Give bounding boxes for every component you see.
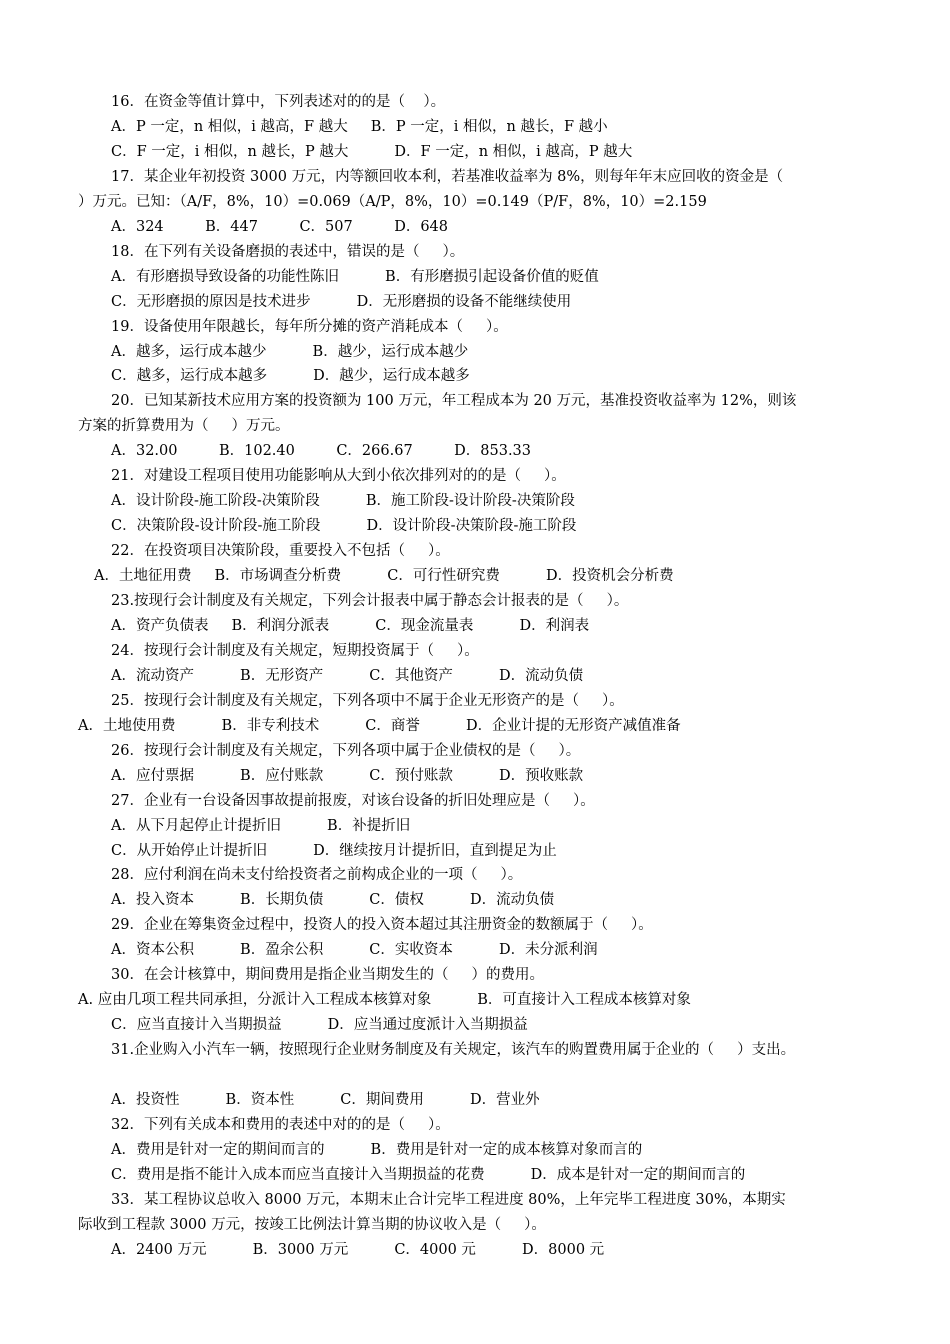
- text-line: A．越多，运行成本越少 B．越少，运行成本越少: [111, 344, 469, 360]
- text-line: A．费用是针对一定的期间而言的 B．费用是针对一定的成本核算对象而言的: [111, 1142, 643, 1158]
- text-line: A. 应由几项工程共同承担，分派计入工程成本核算对象 B．可直接计入工程成本核算对象: [78, 992, 691, 1008]
- text-line: 33．某工程协议总收入 8000 万元，本期末止合计完毕工程进度 80%，上年完毕工程进度 30%，本期实: [111, 1192, 786, 1208]
- text-line: 30．在会计核算中，期间费用是指企业当期发生的（ ）的费用。: [111, 967, 544, 983]
- text-line: A．投入资本 B．长期负债 C．债权 D．流动负债: [111, 892, 555, 908]
- text-line: 27．企业有一台设备因事故提前报废，对该台设备的折旧处理应是（ ）。: [111, 793, 595, 809]
- text-line: 22．在投资项目决策阶段，重要投入不包括（ ）。: [111, 543, 450, 559]
- text-line: A．设计阶段-施工阶段-决策阶段 B．施工阶段-设计阶段-决策阶段: [111, 493, 575, 509]
- text-line: 20．已知某新技术应用方案的投资额为 100 万元，年工程成本为 20 万元，基准投资收益率为 12%，则该: [111, 393, 797, 409]
- text-line: A．有形磨损导致设备的功能性陈旧 B．有形磨损引起设备价值的贬值: [111, 269, 599, 285]
- text-line: A．2400 万元 B．3000 万元 C．4000 元 D．8000 元: [111, 1242, 605, 1258]
- text-line: 16．在资金等值计算中，下列表述对的的是（ ）。: [111, 94, 446, 110]
- text-line: 方案的折算费用为（ ）万元。: [78, 418, 290, 434]
- text-line: A．资本公积 B．盈余公积 C．实收资本 D．未分派利润: [111, 942, 598, 958]
- text-line: A．资产负债表 B．利润分派表 C．现金流量表 D．利润表: [111, 618, 590, 634]
- text-line: C．应当直接计入当期损益 D．应当通过度派计入当期损益: [111, 1017, 528, 1033]
- text-line: C．无形磨损的原因是技术进步 D．无形磨损的设备不能继续使用: [111, 294, 572, 310]
- text-line: A．从下月起停止计提折旧 B．补提折旧: [111, 818, 411, 834]
- text-line: 24．按现行会计制度及有关规定，短期投资属于（ ）。: [111, 643, 479, 659]
- text-line: 23.按现行会计制度及有关规定，下列会计报表中属于静态会计报表的是（ ）。: [111, 593, 629, 609]
- text-line: 26．按现行会计制度及有关规定，下列各项中属于企业债权的是（ ）。: [111, 743, 581, 759]
- text-line: C．F 一定，i 相似，n 越长，P 越大 D．F 一定，n 相似，i 越高，P 越大: [111, 144, 633, 160]
- text-line: A．投资性 B．资本性 C．期间费用 D．营业外: [111, 1092, 540, 1108]
- text-line: 32．下列有关成本和费用的表述中对的的是（ ）。: [111, 1117, 450, 1133]
- text-line: 31.企业购入小汽车一辆，按照现行企业财务制度及有关规定，该汽车的购置费用属于企业的（ ）支出。: [111, 1042, 796, 1058]
- text-line: A．32.00 B．102.40 C．266.67 D．853.33: [111, 443, 532, 459]
- text-line: 19．设备使用年限越长，每年所分摊的资产消耗成本（ ）。: [111, 319, 508, 335]
- text-line: 际收到工程款 3000 万元，按竣工比例法计算当期的协议收入是（ ）。: [78, 1217, 546, 1233]
- text-line: A．土地征用费 B．市场调查分析费 C．可行性研究费 D．投资机会分析费: [94, 568, 674, 584]
- text-line: C．越多，运行成本越多 D．越少，运行成本越多: [111, 368, 470, 384]
- text-line: A．流动资产 B．无形资产 C．其他资产 D．流动负债: [111, 668, 584, 684]
- text-line: A．P 一定，n 相似，i 越高，F 越大 B．P 一定，i 相似，n 越长，F 越小: [111, 119, 608, 135]
- text-line: ）万元。已知：（A/F，8%，10）=0.069（A/P，8%，10）=0.149（P/F，8%，10）=2.159: [78, 194, 707, 210]
- text-line: 18．在下列有关设备磨损的表述中，错误的是（ ）。: [111, 244, 465, 260]
- text-line: 28．应付利润在尚未支付给投资者之前构成企业的一项（ ）。: [111, 867, 523, 883]
- text-line: A．324 B．447 C．507 D．648: [111, 219, 448, 235]
- text-line: C．决策阶段-设计阶段-施工阶段 D．设计阶段-决策阶段-施工阶段: [111, 518, 577, 534]
- text-line: A．土地使用费 B．非专利技术 C．商誉 D．企业计提的无形资产减值准备: [78, 718, 681, 734]
- text-line: 17．某企业年初投资 3000 万元，内等额回收本利，若基准收益率为 8%，则每年年末应回收的资金是（: [111, 169, 784, 185]
- text-line: 29．企业在筹集资金过程中，投资人的投入资本超过其注册资金的数额属于（ ）。: [111, 917, 653, 933]
- text-line: C．费用是指不能计入成本而应当直接计入当期损益的花费 D．成本是针对一定的期间而言的: [111, 1167, 746, 1183]
- text-line: A．应付票据 B．应付账款 C．预付账款 D．预收账款: [111, 768, 584, 784]
- text-line: 21．对建设工程项目使用功能影响从大到小依次排列对的的是（ ）。: [111, 468, 566, 484]
- text-line: C．从开始停止计提折旧 D．继续按月计提折旧，直到提足为止: [111, 843, 557, 859]
- text-line: 25．按现行会计制度及有关规定，下列各项中不属于企业无形资产的是（ ）。: [111, 693, 624, 709]
